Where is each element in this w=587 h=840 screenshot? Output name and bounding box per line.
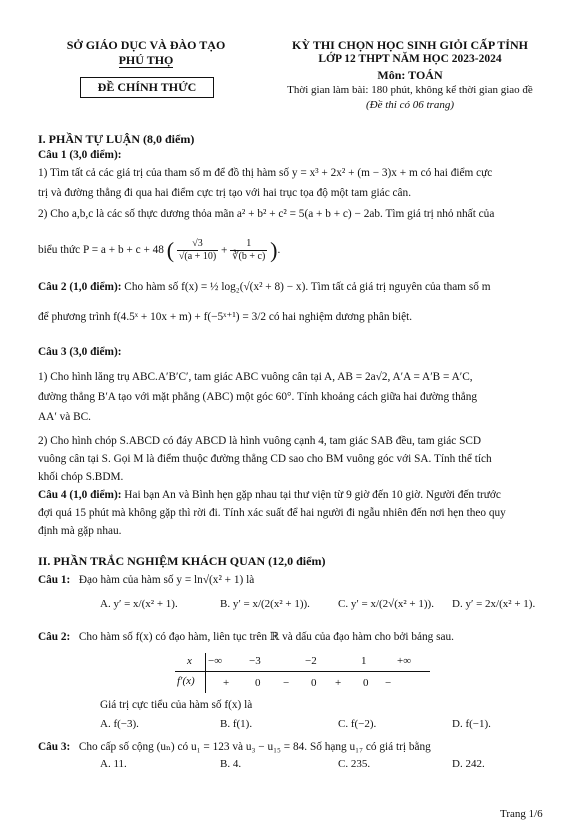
table-x-minus3: −3 — [249, 655, 261, 667]
c2-subquestion: Giá trị cực tiểu của hàm số f(x) là — [100, 699, 253, 711]
q3-part1-line2: đường thẳng B′A tạo với mặt phẳng (ABC) một góc 60°. Tính khoảng cách giữa hai đường thẳng — [38, 391, 478, 403]
q3-part2-line1: 2) Cho hình chóp S.ABCD có đáy ABCD là hình vuông cạnh 4, tam giác SAB đều, tam giác SCD — [38, 435, 482, 447]
q3-part1-line3: AA′ và BC. — [38, 411, 91, 423]
q2-line1: Câu 2 (1,0 điểm): Cho hàm số f(x) = ½ log₂(√(x² + 8) − x). Tìm tất cả giá trị nguyên của tham số m — [38, 281, 491, 293]
part2-title: II. PHẦN TRẮC NGHIỆM KHÁCH QUAN (12,0 điểm) — [38, 554, 326, 568]
c2-option-d: D. f(−1). — [452, 718, 491, 730]
exam-grade: LỚP 12 THPT NĂM HỌC 2023-2024 — [318, 53, 502, 65]
c1-question: Câu 1: Đạo hàm của hàm số y = ln√(x² + 1) là — [38, 574, 255, 586]
q1-part1-line2: trị và đường thẳng đi qua hai điểm cực trị tạo với hai trục tọa độ một tam giác cân. — [38, 187, 412, 199]
table-sign-1: + — [223, 677, 230, 689]
exam-title: KỲ THI CHỌN HỌC SINH GIỎI CẤP TỈNH — [292, 38, 528, 52]
c3-option-b: B. 4. — [220, 758, 242, 770]
q4-line2: đợi quá 15 phút mà không gặp thì rời đi. Tính xác suất để hai người đi ngẫu nhiên đến nơi hẹn theo quy — [38, 507, 506, 519]
derivative-sign-table — [175, 653, 430, 693]
table-sign-5: + — [335, 677, 342, 689]
table-x-pos-inf: +∞ — [397, 655, 412, 667]
c2-option-a: A. f(−3). — [100, 718, 139, 730]
q4-line3: định mà gặp nhau. — [38, 525, 122, 537]
c3-option-c: C. 235. — [338, 758, 371, 770]
c2-option-b: B. f(1). — [220, 718, 253, 730]
province-name: PHÚ THỌ — [118, 53, 174, 67]
q4-line1: Câu 4 (1,0 điểm): Hai bạn An và Bình hẹn gặp nhau tại thư viện từ 9 giờ đến 10 giờ. Người đến trước — [38, 489, 501, 501]
c2-question: Câu 2: Cho hàm số f(x) có đạo hàm, liên tục trên ℝ và dấu của đạo hàm cho bởi bảng sau. — [38, 631, 454, 643]
q1-part2-expression: biểu thức P = a + b + c + 48 ( $\frac{√3}{√(a + 10)}$ + $\frac{1}{∛(b + c)}$ ). — [38, 237, 281, 263]
official-exam-label: ĐỀ CHÍNH THỨC — [80, 77, 214, 98]
exam-subject: Môn: TOÁN — [377, 68, 443, 82]
q1-part2-line1: 2) Cho a,b,c là các số thực dương thỏa mãn a² + b² + c² = 5(a + b + c) − 2ab. Tìm giá trị nhỏ nhất của — [38, 208, 495, 220]
q3-part2-line3: khối chóp S.BDM. — [38, 471, 124, 483]
q3-title: Câu 3 (3,0 điểm): — [38, 346, 122, 358]
table-sign-3: − — [283, 677, 290, 689]
table-sign-4: 0 — [311, 677, 317, 689]
q3-part2-line2: vuông cân tại S. Gọi M là điểm thuộc đường thẳng CD sao cho BM vuông góc với SA. Tính thể tích — [38, 453, 492, 465]
table-x-neg-inf: −∞ — [208, 655, 223, 667]
table-sign-7: − — [385, 677, 392, 689]
c1-option-c: C. y′ = x/(2√(x² + 1)). — [338, 598, 434, 610]
part1-title: I. PHẦN TỰ LUẬN (8,0 điểm) — [38, 132, 195, 146]
page-number: Trang 1/6 — [500, 808, 543, 820]
c3-option-a: A. 11. — [100, 758, 127, 770]
table-x-1: 1 — [361, 655, 367, 667]
c3-option-d: D. 242. — [452, 758, 485, 770]
q2-line2: để phương trình f(4.5ˣ + 10x + m) + f(−5ˣ⁺¹) = 3/2 có hai nghiệm dương phân biệt. — [38, 311, 413, 323]
exam-time: Thời gian làm bài: 180 phút, không kể thời gian giao đề — [287, 84, 533, 96]
q3-part1-line1: 1) Cho hình lăng trụ ABC.A′B′C′, tam giác ABC vuông cân tại A, AB = 2a√2, A′A = A′B = A′C, — [38, 371, 473, 383]
dept-name: SỞ GIÁO DỤC VÀ ĐÀO TẠO — [66, 38, 226, 52]
q1-part1-line1: 1) Tìm tất cả các giá trị của tham số m để đồ thị hàm số y = x³ + 2x² + (m − 3)x + m có hai điểm cực — [38, 167, 493, 179]
c3-question: Câu 3: Cho cấp số cộng (uₙ) có u₁ = 123 và u₃ − u₁₅ = 84. Số hạng u₁₇ có giá trị bằng — [38, 741, 431, 753]
c2-option-c: C. f(−2). — [338, 718, 377, 730]
table-x-minus2: −2 — [305, 655, 317, 667]
q1-title: Câu 1 (3,0 điểm): — [38, 149, 122, 161]
table-fprime-header: f′(x) — [177, 675, 195, 687]
table-x-header: x — [187, 655, 192, 667]
exam-page-count: (Đề thi có 06 trang) — [366, 99, 454, 111]
c1-option-b: B. y′ = x/(2(x² + 1)). — [220, 598, 310, 610]
table-sign-2: 0 — [255, 677, 261, 689]
c1-option-a: A. y′ = x/(x² + 1). — [100, 598, 178, 610]
c1-option-d: D. y′ = 2x/(x² + 1). — [452, 598, 536, 610]
table-sign-6: 0 — [363, 677, 369, 689]
